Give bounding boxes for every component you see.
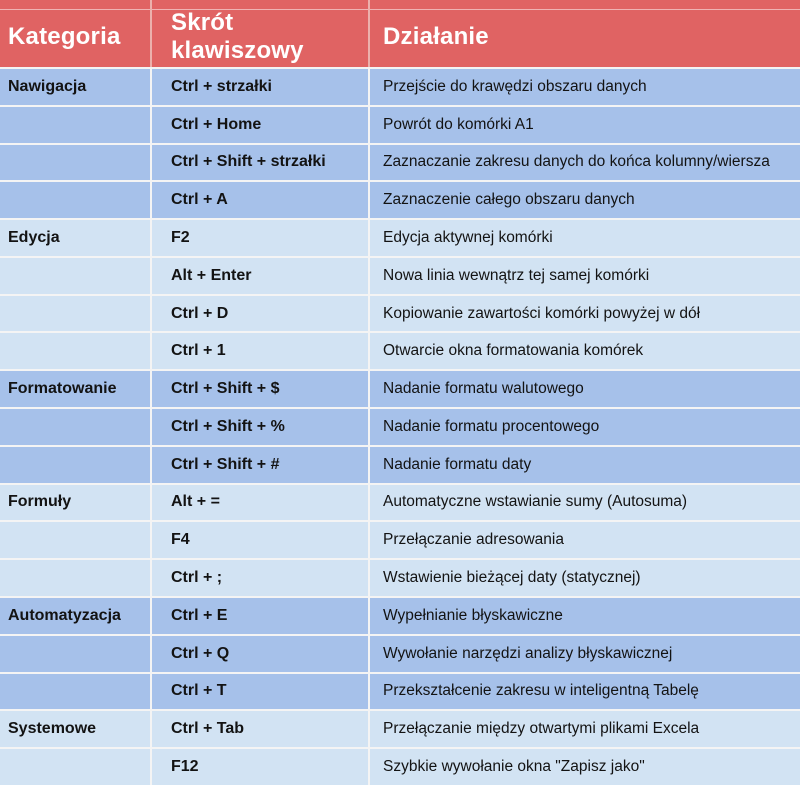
header-row: [0, 0, 800, 67]
table-row: [0, 105, 800, 143]
shortcut-cell: Ctrl + ;: [150, 558, 368, 596]
shortcut-cell: F2: [150, 218, 368, 256]
category-cell: [0, 105, 150, 143]
action-cell: Przejście do krawędzi obszaru danych: [368, 67, 800, 105]
table-row: [0, 520, 800, 558]
category-cell: Edycja: [0, 218, 150, 256]
category-cell: [0, 520, 150, 558]
table-row: [0, 747, 800, 785]
table-row: [0, 67, 800, 105]
shortcut-cell: Alt + Enter: [150, 256, 368, 294]
table-row: [0, 596, 800, 634]
shortcut-cell: Alt + =: [150, 483, 368, 521]
table-row: [0, 180, 800, 218]
action-cell: Przełączanie między otwartymi plikami Excela: [368, 709, 800, 747]
action-cell: Wypełnianie błyskawiczne: [368, 596, 800, 634]
category-cell: [0, 143, 150, 181]
action-cell: Nadanie formatu procentowego: [368, 407, 800, 445]
shortcut-cell: Ctrl + strzałki: [150, 67, 368, 105]
table-row: [0, 369, 800, 407]
category-cell: [0, 672, 150, 710]
shortcut-cell: Ctrl + Shift + %: [150, 407, 368, 445]
category-cell: [0, 747, 150, 785]
category-cell: [0, 180, 150, 218]
shortcut-cell: Ctrl + D: [150, 294, 368, 332]
category-cell: Automatyzacja: [0, 596, 150, 634]
action-cell: Edycja aktywnej komórki: [368, 218, 800, 256]
category-cell: Nawigacja: [0, 67, 150, 105]
category-cell: Formatowanie: [0, 369, 150, 407]
table-row: [0, 331, 800, 369]
table-row: [0, 709, 800, 747]
table-row: [0, 407, 800, 445]
shortcut-cell: Ctrl + Tab: [150, 709, 368, 747]
category-cell: [0, 256, 150, 294]
shortcut-cell: Ctrl + 1: [150, 331, 368, 369]
action-cell: Zaznaczanie zakresu danych do końca kolumny/wiersza: [368, 143, 800, 181]
header-cell-skrot: Skrót klawiszowy: [150, 0, 368, 67]
action-cell: Otwarcie okna formatowania komórek: [368, 331, 800, 369]
category-cell: [0, 634, 150, 672]
table-body: [0, 67, 800, 785]
table-row: [0, 445, 800, 483]
shortcut-cell: Ctrl + A: [150, 180, 368, 218]
action-cell: Przełączanie adresowania: [368, 520, 800, 558]
category-cell: [0, 331, 150, 369]
shortcut-cell: Ctrl + Shift + $: [150, 369, 368, 407]
table-row: [0, 483, 800, 521]
action-cell: Wywołanie narzędzi analizy błyskawicznej: [368, 634, 800, 672]
shortcut-cell: Ctrl + E: [150, 596, 368, 634]
action-cell: Kopiowanie zawartości komórki powyżej w dół: [368, 294, 800, 332]
category-cell: [0, 445, 150, 483]
category-cell: Systemowe: [0, 709, 150, 747]
shortcut-cell: Ctrl + T: [150, 672, 368, 710]
header-cell-dzialanie: Działanie: [368, 0, 800, 67]
table-row: [0, 672, 800, 710]
category-cell: [0, 294, 150, 332]
shortcut-cell: Ctrl + Q: [150, 634, 368, 672]
action-cell: Wstawienie bieżącej daty (statycznej): [368, 558, 800, 596]
action-cell: Nowa linia wewnątrz tej samej komórki: [368, 256, 800, 294]
shortcut-cell: Ctrl + Shift + strzałki: [150, 143, 368, 181]
table-row: [0, 256, 800, 294]
shortcut-cell: F12: [150, 747, 368, 785]
category-cell: Formuły: [0, 483, 150, 521]
table-row: [0, 558, 800, 596]
table-row: [0, 634, 800, 672]
table-row: [0, 143, 800, 181]
action-cell: Zaznaczenie całego obszaru danych: [368, 180, 800, 218]
shortcut-cell: F4: [150, 520, 368, 558]
shortcut-cell: Ctrl + Home: [150, 105, 368, 143]
category-cell: [0, 407, 150, 445]
table-header: [0, 0, 800, 67]
action-cell: Przekształcenie zakresu w inteligentną Tabelę: [368, 672, 800, 710]
category-cell: [0, 558, 150, 596]
shortcut-cell: Ctrl + Shift + #: [150, 445, 368, 483]
header-cell-kategoria: Kategoria: [0, 0, 150, 67]
table-row: [0, 218, 800, 256]
action-cell: Szybkie wywołanie okna "Zapisz jako": [368, 747, 800, 785]
action-cell: Nadanie formatu daty: [368, 445, 800, 483]
table-row: [0, 294, 800, 332]
action-cell: Automatyczne wstawianie sumy (Autosuma): [368, 483, 800, 521]
action-cell: Nadanie formatu walutowego: [368, 369, 800, 407]
action-cell: Powrót do komórki A1: [368, 105, 800, 143]
